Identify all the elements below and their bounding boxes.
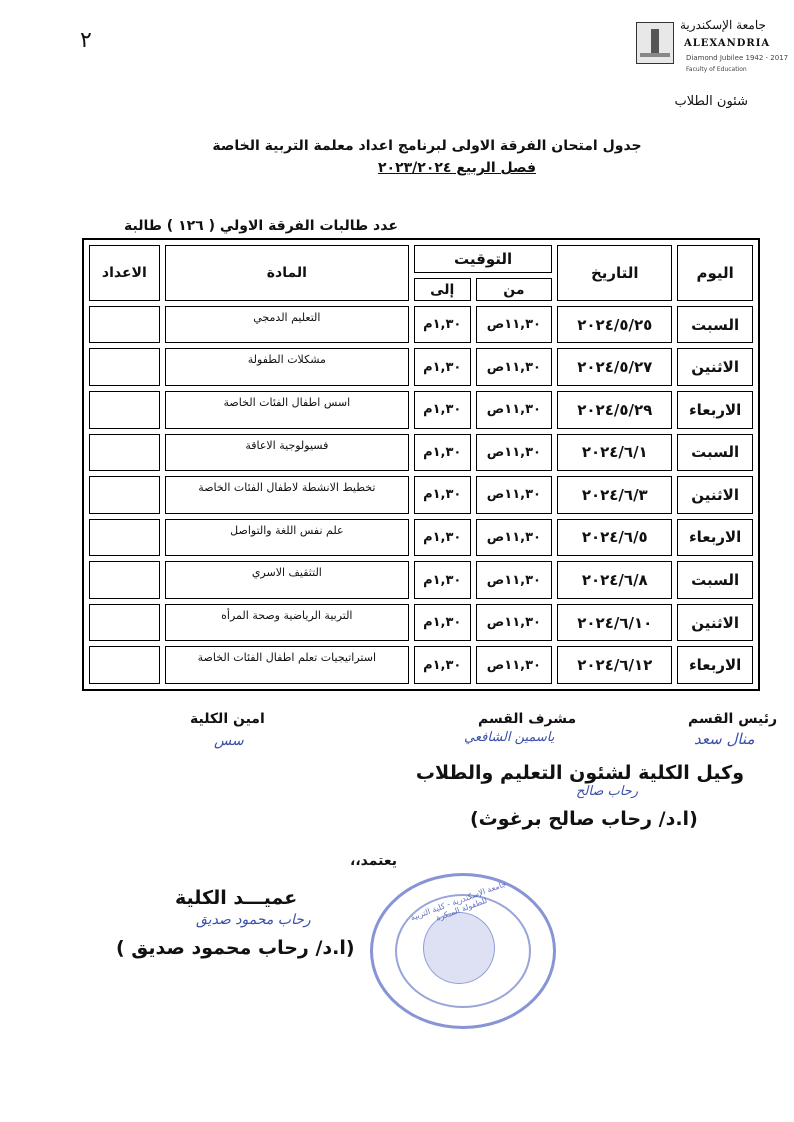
vice-dean-title: وكيل الكلية لشئون التعليم والطلاب: [415, 762, 744, 784]
stamp-text: جامعة الإسكندرية - كلية التربية للطفولة المبكرة: [409, 879, 508, 923]
supervisor-label: مشرف القسم: [478, 711, 577, 727]
cell-to: ١,٣٠م: [414, 604, 471, 642]
page-title: جدول امتحان الفرقة الاولى لبرنامج اعداد معلمة التربية الخاصة: [212, 138, 642, 154]
logo-wave-shape: [640, 53, 670, 57]
cell-from: ١١,٣٠ص: [476, 604, 553, 642]
cell-subject: استراتيجيات تعلم اطفال الفئات الخاصة: [165, 646, 409, 684]
cell-from: ١١,٣٠ص: [476, 646, 553, 684]
cell-from: ١١,٣٠ص: [476, 348, 553, 386]
cell-day: الاربعاء: [677, 391, 753, 429]
vice-dean-name: (ا.د/ رحاب صالح برغوث): [470, 808, 698, 830]
cell-date: ٢٠٢٤/٦/٨: [557, 561, 672, 599]
cell-to: ١,٣٠م: [414, 434, 471, 472]
supervisor-signature: ياسمين الشافعي: [464, 730, 555, 745]
cell-date: ٢٠٢٤/٦/٣: [557, 476, 672, 514]
page-subtitle: [0, 160, 794, 176]
cell-to: ١,٣٠م: [414, 476, 471, 514]
header-from: من: [476, 278, 553, 300]
table-row: [89, 434, 753, 472]
cell-count: [89, 476, 160, 514]
dean-name: (ا.د/ رحاب محمود صديق ): [116, 937, 355, 959]
table-row: [89, 519, 753, 557]
header-count: الاعداد: [89, 245, 160, 301]
cell-count: [89, 391, 160, 429]
head-of-department-label: رئيس القسم: [688, 711, 778, 727]
dean-title: عميـــد الكلية: [175, 887, 298, 909]
cell-from: ١١,٣٠ص: [476, 519, 553, 557]
student-count-line: عدد طالبات الفرقة الاولي ( ١٢٦ ) طالبة: [124, 218, 398, 234]
cell-date: ٢٠٢٤/٦/١٠: [557, 604, 672, 642]
university-name-en: ALEXANDRIA: [684, 38, 771, 49]
cell-subject: مشكلات الطفولة: [165, 348, 409, 386]
cell-count: [89, 604, 160, 642]
cell-to: ١,٣٠م: [414, 646, 471, 684]
cell-day: السبت: [677, 434, 753, 472]
cell-day: الاربعاء: [677, 646, 753, 684]
cell-count: [89, 434, 160, 472]
cell-subject: فسيولوجية الاعاقة: [165, 434, 409, 472]
university-logo: [636, 22, 674, 64]
cell-count: [89, 348, 160, 386]
cell-count: [89, 646, 160, 684]
header-timing: التوقيت: [414, 245, 552, 273]
cell-day: الاربعاء: [677, 519, 753, 557]
cell-day: السبت: [677, 561, 753, 599]
table-row: [89, 646, 753, 684]
cell-subject: التعليم الدمجي: [165, 306, 409, 344]
header-date: التاريخ: [557, 245, 672, 301]
cell-date: ٢٠٢٤/٥/٢٧: [557, 348, 672, 386]
cell-date: ٢٠٢٤/٦/٥: [557, 519, 672, 557]
cell-date: ٢٠٢٤/٦/١٢: [557, 646, 672, 684]
cell-count: [89, 519, 160, 557]
cell-from: ١١,٣٠ص: [476, 391, 553, 429]
university-years: 1942 - 2017: [745, 54, 789, 62]
cell-subject: اسس اطفال الفئات الخاصة: [165, 391, 409, 429]
cell-date: ٢٠٢٤/٥/٢٥: [557, 306, 672, 344]
page-corner-mark: ٢: [80, 28, 92, 53]
cell-from: ١١,٣٠ص: [476, 306, 553, 344]
cell-date: ٢٠٢٤/٥/٢٩: [557, 391, 672, 429]
secretary-label: امين الكلية: [190, 711, 265, 727]
dean-signature: رحاب محمود صديق: [196, 912, 311, 928]
table-row: [89, 604, 753, 642]
table-row: [89, 306, 753, 344]
department-label: شئون الطلاب: [674, 94, 748, 109]
cell-date: ٢٠٢٤/٦/١: [557, 434, 672, 472]
cell-from: ١١,٣٠ص: [476, 476, 553, 514]
vice-dean-signature: رحاب صالح: [576, 784, 638, 799]
cell-to: ١,٣٠م: [414, 561, 471, 599]
table-header-row: [89, 245, 753, 273]
cell-count: [89, 306, 160, 344]
table-row: [89, 476, 753, 514]
table-row: [89, 391, 753, 429]
cell-from: ١١,٣٠ص: [476, 434, 553, 472]
cell-to: ١,٣٠م: [414, 348, 471, 386]
secretary-signature: سس: [214, 733, 244, 749]
cell-subject: التربية الرياضية وصحة المرأه: [165, 604, 409, 642]
cell-subject: تخطيط الانشطة لاطفال الفئات الخاصة: [165, 476, 409, 514]
cell-day: الاثنين: [677, 476, 753, 514]
cell-to: ١,٣٠م: [414, 391, 471, 429]
cell-subject: التثقيف الاسري: [165, 561, 409, 599]
cell-day: الاثنين: [677, 604, 753, 642]
cell-count: [89, 561, 160, 599]
faculty-name-en: Faculty of Education: [686, 66, 747, 73]
semester-label: فصل الربيع ٢٠٢٣/٢٠٢٤: [378, 160, 536, 176]
university-name-ar: جامعة الإسكندرية: [680, 18, 766, 32]
exam-schedule-table: [82, 238, 760, 691]
cell-day: الاثنين: [677, 348, 753, 386]
approval-label: يعتمد،،: [350, 853, 397, 869]
table-row: [89, 348, 753, 386]
cell-to: ١,٣٠م: [414, 519, 471, 557]
cell-from: ١١,٣٠ص: [476, 561, 553, 599]
cell-day: السبت: [677, 306, 753, 344]
head-of-department-signature: منال سعد: [694, 730, 755, 748]
header-to: إلى: [414, 278, 471, 300]
university-jubilee: Diamond Jubilee: [686, 54, 744, 62]
cell-to: ١,٣٠م: [414, 306, 471, 344]
logo-tower-shape: [651, 29, 659, 55]
table-row: [89, 561, 753, 599]
cell-subject: علم نفس اللغة والتواصل: [165, 519, 409, 557]
header-day: اليوم: [677, 245, 753, 301]
university-subtitle: [686, 54, 788, 62]
header-subject: المادة: [165, 245, 409, 301]
